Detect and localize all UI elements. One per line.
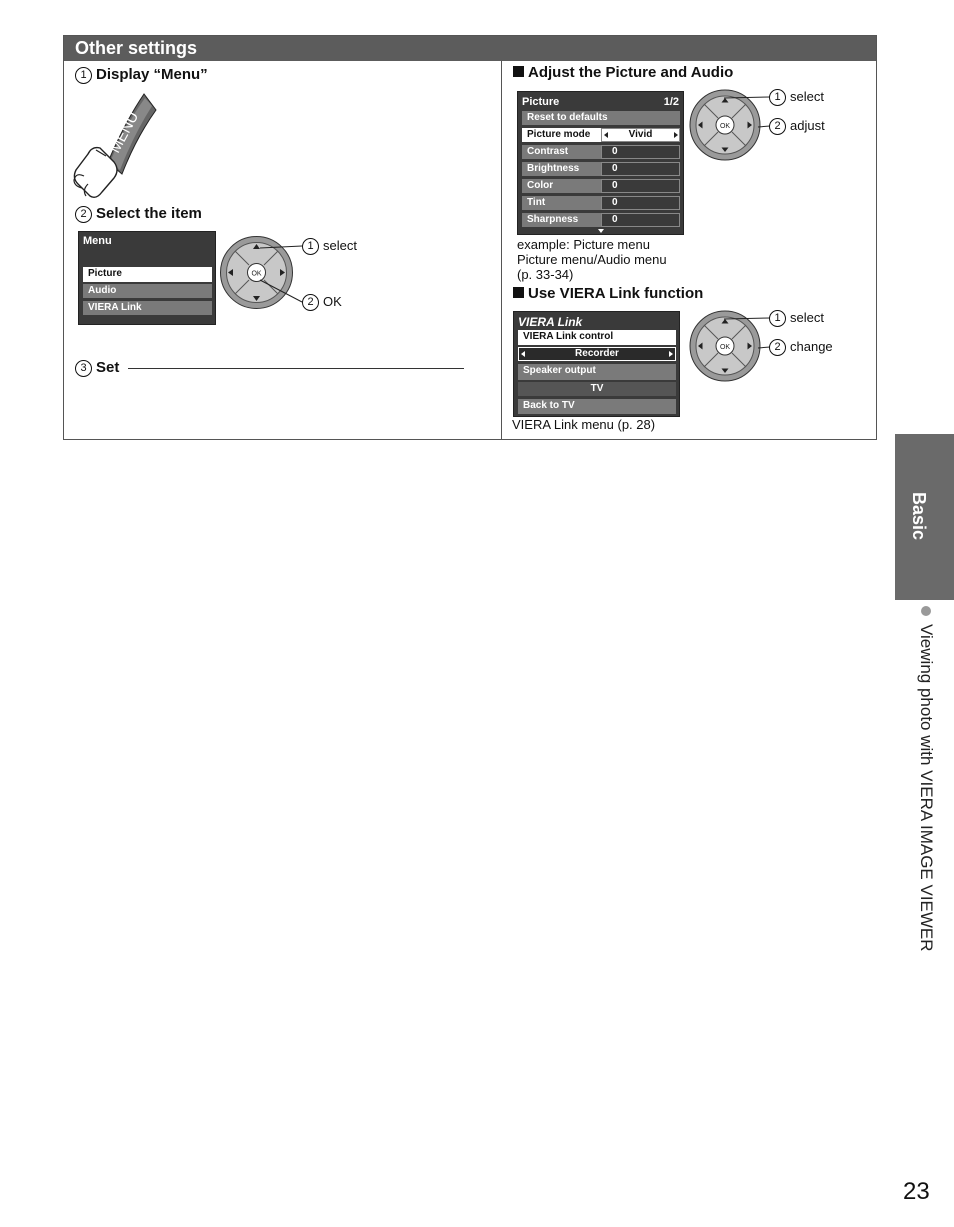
mode-right-arrow-icon [674, 132, 678, 138]
step-1-label: Display “Menu” [96, 66, 208, 83]
picture-row-color[interactable]: Color [522, 179, 601, 193]
column-divider [501, 61, 502, 440]
adjust-section-title: Adjust the Picture and Audio [513, 64, 733, 81]
ok-button-label: OK [251, 270, 262, 278]
picture-mode-value[interactable]: Vivid [601, 128, 680, 142]
side-tab-label: Basic [909, 492, 929, 541]
viera-link-logo: VIERA Link [518, 315, 583, 329]
callout-select-1: 1 select [302, 238, 357, 255]
step-2-number: 2 [75, 206, 92, 223]
side-section-text: Viewing photo with VIERA IMAGE VIEWER [917, 624, 936, 952]
callout-lines-1 [250, 240, 310, 310]
callout-select-3: 1 select [769, 310, 824, 327]
viera-link-control-value[interactable]: Recorder [518, 347, 676, 361]
picture-row-contrast[interactable]: Contrast [522, 145, 601, 159]
callout-change-3: 2 change [769, 339, 833, 356]
set-line [128, 368, 464, 369]
tint-value: 0 [601, 196, 680, 210]
speaker-output-value: TV [518, 382, 676, 396]
viera-link-osd [513, 311, 680, 417]
ok-button-label: OK [719, 123, 731, 130]
mode-left-arrow-icon [604, 132, 608, 138]
step-3-number: 3 [75, 360, 92, 377]
section-header: Other settings [64, 36, 876, 61]
viera-section-title: Use VIERA Link function [513, 285, 703, 302]
viera-row-back-to-tv[interactable]: Back to TV [518, 399, 676, 414]
picture-osd-title: Picture [522, 96, 560, 108]
step-1 [75, 66, 208, 84]
callout-lines-2 [720, 92, 772, 137]
scroll-down-icon [596, 228, 606, 234]
picture-row-sharpness[interactable]: Sharpness [522, 213, 601, 227]
step-3 [75, 359, 119, 377]
callout-ok-1: 2 OK [302, 294, 342, 311]
step-3-label: Set [96, 359, 120, 376]
picture-row-tint[interactable]: Tint [522, 196, 601, 210]
menu-osd [78, 231, 216, 325]
picture-osd [517, 91, 684, 235]
step-2-label: Select the item [96, 205, 202, 222]
menu-item-picture[interactable]: Picture [83, 267, 212, 282]
mode-arrows [602, 128, 682, 142]
callout-lines-3 [720, 313, 772, 358]
viera-row-link-control[interactable]: VIERA Link control [518, 330, 676, 345]
step-2 [75, 205, 202, 223]
menu-osd-title: Menu [83, 235, 112, 247]
picture-row-mode[interactable]: Picture mode [522, 128, 601, 142]
ok-button-label: OK [719, 344, 731, 351]
viera-menu-caption: VIERA Link menu (p. 28) [512, 417, 656, 432]
picture-row-brightness[interactable]: Brightness [522, 162, 601, 176]
menu-button-label: MENU [106, 108, 143, 156]
step-1-number: 1 [75, 67, 92, 84]
viera-row-speaker-output[interactable]: Speaker output [518, 364, 676, 380]
viera-right-arrow-icon [669, 351, 673, 357]
square-bullet-icon [513, 66, 524, 77]
brightness-value: 0 [601, 162, 680, 176]
menu-button-hand-illustration [70, 92, 160, 202]
square-bullet-icon [513, 287, 524, 298]
picture-row-reset[interactable]: Reset to defaults [522, 111, 680, 125]
contrast-value: 0 [601, 145, 680, 159]
menu-item-viera-link[interactable]: VIERA Link [83, 301, 212, 315]
color-value: 0 [601, 179, 680, 193]
picture-menu-caption: example: Picture menu Picture menu/Audio menu (p. 33-34) [517, 237, 667, 282]
viera-arrows [519, 347, 675, 361]
picture-osd-page: 1/2 [663, 96, 679, 108]
callout-adjust-2: 2 adjust [769, 118, 825, 135]
bullet-dot-icon [920, 605, 932, 617]
viera-left-arrow-icon [521, 351, 525, 357]
page-number: 23 [903, 1178, 930, 1205]
menu-item-audio[interactable]: Audio [83, 284, 212, 298]
sharpness-value: 0 [601, 213, 680, 227]
callout-select-2: 1 select [769, 89, 824, 106]
